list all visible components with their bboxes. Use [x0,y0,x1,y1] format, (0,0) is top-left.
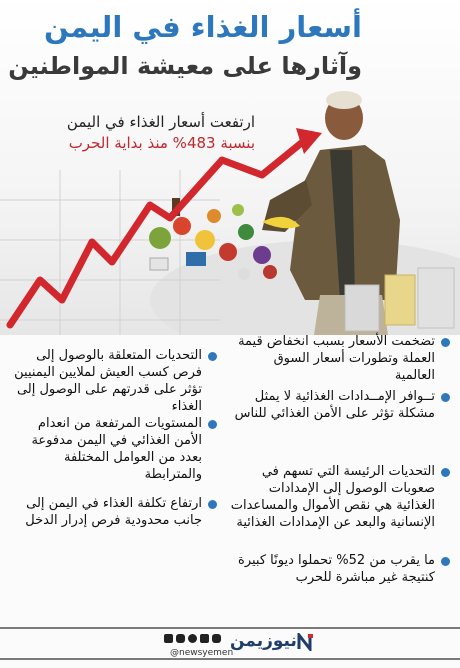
youtube-icon[interactable] [212,634,221,643]
twitter-icon[interactable] [200,634,209,643]
bullet-left-2: المستويات المرتفعة من انعدام الأمن الغذائي في اليمن مدفوعة بعدد من العوامل المختلفة والمترابطة [31,416,202,482]
facebook-icon[interactable] [164,634,173,643]
bullet-right-3: التحديات الرئيسة التي تسهم في صعوبات الوصول إلى الإمدادات الغذائية هي نقص الأموال والمساعدات الإنسانية والبعد عن الإمدادات الغذائية [230,464,435,530]
footer-handle[interactable]: @newsyemen [170,648,234,658]
instagram-icon[interactable] [176,634,185,643]
page-title-line1: أسعار الغذاء في اليمن [44,10,362,44]
brand-logo-text: نيوزيمن [230,631,297,651]
bullet-dot [441,393,450,402]
bullet-dot [208,352,217,361]
brand-logo-icon [296,633,314,651]
footer-divider [0,627,460,629]
page-title-line2: وآثارها على معيشة المواطنين [8,52,362,80]
telegram-icon[interactable] [188,634,197,643]
bullet-dot [441,468,450,477]
bullet-left-3: ارتفاع تكلفة الغذاء في اليمن إلى جانب محدودية فرص إدرار الدخل [25,496,202,528]
bullet-dot [441,338,450,347]
bullet-dot [441,557,450,566]
lead-text-line2: بنسبة 483% منذ بداية الحرب [68,134,255,152]
bullet-dot [208,420,217,429]
bullet-dot [208,500,217,509]
bullet-right-4: ما يقرب من 52% تحملوا ديونًا كبيرة كنتيجة غير مباشرة للحرب [238,553,435,585]
bullet-right-1: تضخمت الأسعار بسبب انخفاض قيمة العملة وتطورات أسعار السوق العالمية [238,334,435,383]
lead-text-line1: ارتفعت أسعار الغذاء في اليمن [66,113,255,131]
social-icons [164,634,222,644]
footer-divider-bottom [0,658,460,660]
bullet-right-2: تــوافر الإمــدادات الغذائية لا يمثل مشكلة تؤثر على الأمن الغذائي للناس [234,389,435,421]
bullet-left-1: التحديات المتعلقة بالوصول إلى فرص كسب العيش لملايين اليمنيين تؤثر على قدرتهم على الوصول إلى الغذاء [14,348,202,414]
